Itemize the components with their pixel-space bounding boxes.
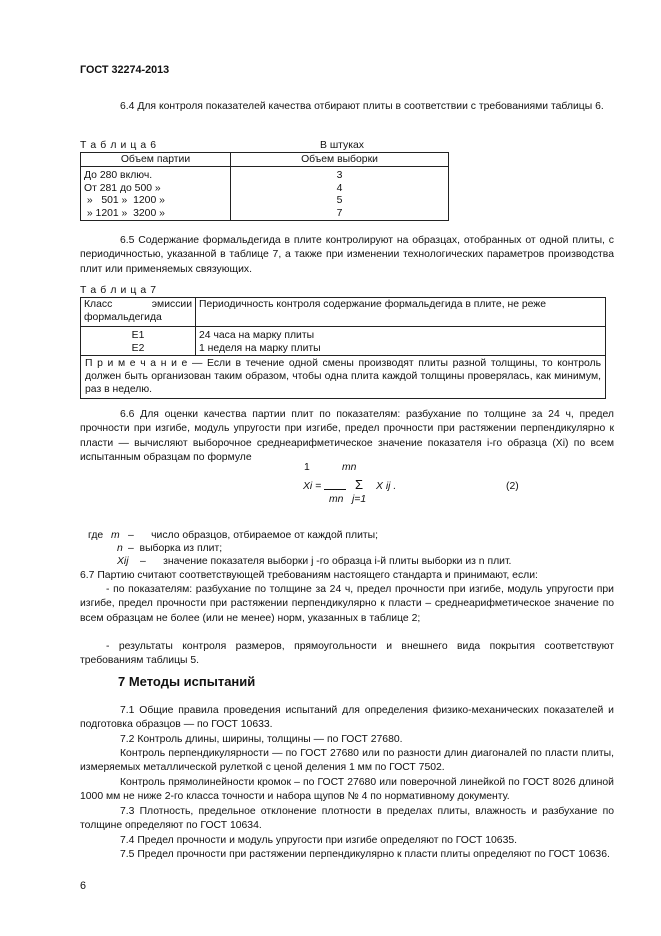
where-n-desc: – выборка из плит; (128, 543, 223, 554)
table7-caption: Т а б л и ц а 7 (80, 285, 157, 296)
table6-cell-batch: От 281 до 500 » (81, 183, 231, 196)
formula-sum-lower: j=1 (352, 494, 367, 505)
table6-header-sample: Объем выборки (231, 153, 449, 167)
section-7-title: 7 Методы испытаний (118, 674, 256, 689)
table7-cell-period: 24 часа на марку плиты (196, 327, 606, 343)
paragraph-6-5: 6.5 Содержание формальдегида в плите контролируют на образцах, отобранных от одной плиты, с периодичностью, указанной в таблице 7, а также при изменении технологических параметров производства плит или применяемых связующих. (80, 235, 614, 275)
table-6 (80, 152, 449, 221)
paragraph-7-5: 7.5 Предел прочности при растяжении перпендикулярно к пласти плиты определяют по ГОСТ 10636. (120, 849, 610, 860)
table7-note: П р и м е ч а н и е — Если в течение одной смены производят плиты разной толщины, то контроль должен быть организован таким образом, чтобы одна плита каждой толщины проверялась, как минимум, раз в неделю. (81, 356, 606, 399)
formula-number: (2) (506, 481, 519, 492)
table6-header-batch: Объем партии (81, 153, 231, 167)
table6-cell-batch: » 501 » 1200 » (81, 195, 231, 208)
table6-cell-batch: » 1201 » 3200 » (81, 208, 231, 221)
table6-units: В штуках (320, 140, 364, 151)
table-row (81, 195, 449, 208)
paragraph-7-2-b: Контроль прямолинейности кромок – по ГОСТ 27680 или поверочной линейкой по ГОСТ 8026 длиной 1000 мм не ниже 2-го класса точности и набора щупов № 4 по нормативному документу. (80, 777, 614, 803)
paragraph-7-4: 7.4 Предел прочности и модуль упругости при изгибе определяют по ГОСТ 10635. (120, 835, 518, 846)
table-row (81, 327, 606, 343)
paragraph-6-6: 6.6 Для оценки качества партии плит по показателям: разбухание по толщине за 24 ч, предел прочности при изгибе, модуль упругости при изгибе, предел прочности при растяжении перпендикулярно к пласти — вычисляют выборочное среднеарифметическое значение показателя i-го образца (Xi) по всем испытанным образцам по формуле (80, 409, 614, 463)
table6-caption: Т а б л и ц а 6 (80, 140, 157, 151)
table7-cell-period: 1 неделя на марку плиты (196, 342, 606, 356)
paragraph-7-2: 7.2 Контроль длины, ширины, толщины — по ГОСТ 27680. (120, 734, 403, 745)
table7-header-class: Класс эмиссии формальдегида (81, 298, 196, 327)
formula-term: X ij . (376, 481, 397, 492)
paragraph-6-7: 6.7 Партию считают соответствующей требованиям настоящего стандарта и принимают, если: (80, 570, 538, 581)
paragraph-6-7-a: - по показателям: разбухание по толщине за 24 ч, предел прочности при изгибе, модуль упругости при изгибе, предел прочности при растяжении перпендикулярно к пласти – среднеарифметическое значение по всем образцам не более (или не менее) норм, указанных в таблице 2; (80, 584, 614, 624)
table7-cell-class: Е1 (81, 327, 196, 343)
table-7 (80, 297, 606, 399)
table6-cell-sample: 4 (231, 183, 449, 196)
where-m-symbol: m (111, 530, 120, 541)
paragraph-7-2-a: Контроль перпендикулярности — по ГОСТ 27680 или по разности длин диагоналей по пласти плиты, измеряемых металлической рулеткой с ценой деления 1 мм по ГОСТ 7502. (80, 748, 614, 774)
table-row (81, 183, 449, 196)
where-intro: где (88, 530, 104, 541)
fraction-bar (324, 489, 346, 490)
table6-cell-sample: 3 (231, 167, 449, 183)
where-n-symbol: n (117, 543, 123, 554)
table7-cell-class: Е2 (81, 342, 196, 356)
page-number: 6 (80, 880, 87, 892)
paragraph-6-4: 6.4 Для контроля показателей качества отбирают плиты в соответствии с требованиями таблицы 6. (120, 101, 604, 112)
table-row (81, 208, 449, 221)
formula-denominator: mn (329, 494, 344, 505)
where-x-desc: – значение показателя выборки j -го образца i-й плиты выборки из n плит. (140, 556, 512, 567)
formula-sum-symbol: Σ (355, 477, 364, 492)
table-row (81, 342, 606, 356)
table7-header-period: Периодичность контроля содержание формальдегида в плите, не реже (196, 298, 606, 327)
table6-cell-sample: 5 (231, 195, 449, 208)
table6-cell-batch: До 280 включ. (81, 167, 231, 183)
table6-cell-sample: 7 (231, 208, 449, 221)
paragraph-7-3: 7.3 Плотность, предельное отклонение плотности в пределах плиты, влажность и разбухание по толщине определяют по ГОСТ 10634. (80, 806, 614, 832)
formula-sum-upper: mn (342, 462, 357, 473)
formula-lhs: Xi = (303, 481, 322, 492)
paragraph-7-1: 7.1 Общие правила проведения испытаний для определения физико-механических показателей и подготовка образцов — по ГОСТ 10633. (80, 705, 614, 731)
document-header: ГОСТ 32274-2013 (80, 64, 170, 76)
paragraph-6-7-b: - результаты контроля размеров, прямоугольности и внешнего вида покрытия соответствуют требованиям таблицы 5. (80, 641, 614, 667)
where-m-desc: – число образцов, отбираемое от каждой плиты; (128, 530, 379, 541)
formula-numerator: 1 (304, 462, 310, 473)
table-row (81, 167, 449, 183)
where-x-symbol: Xij (117, 556, 129, 567)
